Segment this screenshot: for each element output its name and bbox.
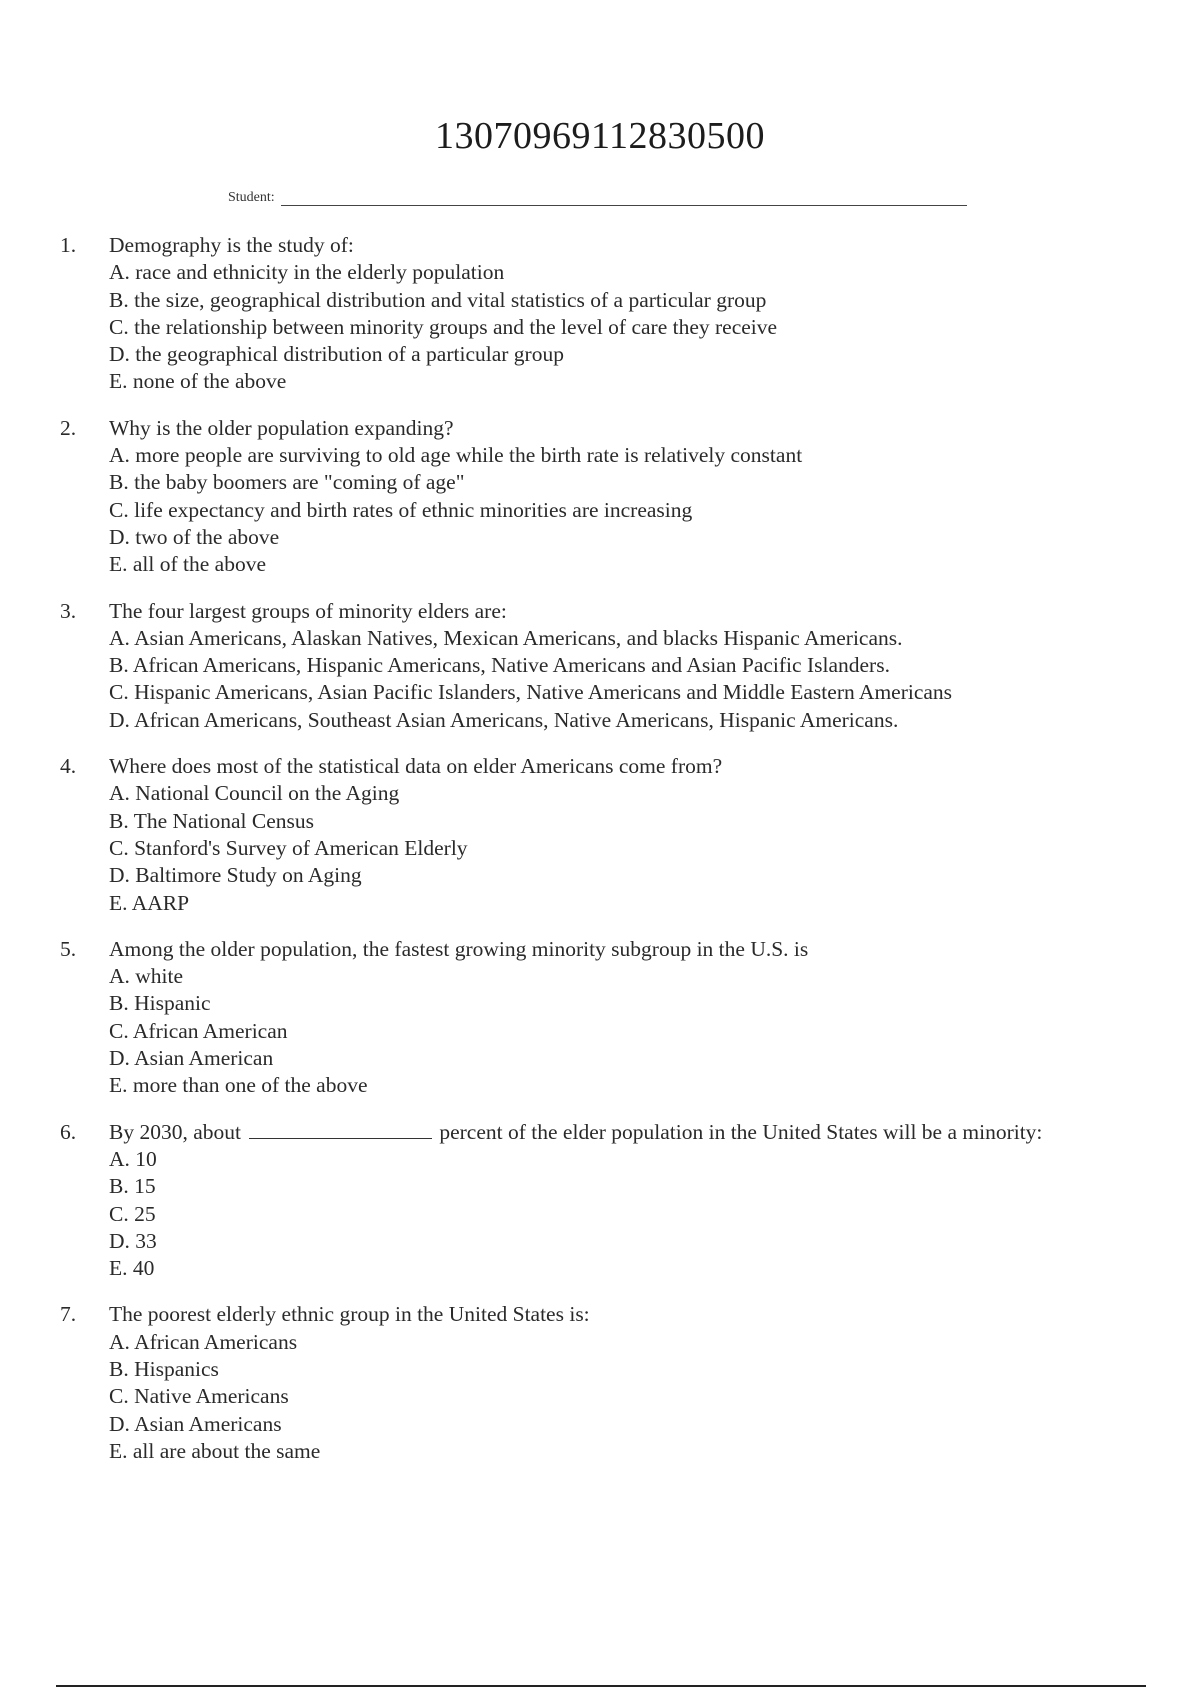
answer-options bbox=[109, 625, 1160, 734]
question-number: 2. bbox=[60, 415, 77, 440]
answer-options bbox=[109, 1146, 1160, 1282]
answer-option: A. 10 bbox=[109, 1146, 157, 1171]
answer-option: A. more people are surviving to old age while the birth rate is relatively constant bbox=[109, 443, 803, 468]
answer-option: A. African Americans bbox=[109, 1329, 298, 1354]
question-text: Among the older population, the fastest growing minority subgroup in the U.S. is bbox=[109, 936, 809, 961]
question-5 bbox=[60, 936, 1160, 1100]
question-number: 4. bbox=[60, 754, 77, 779]
answer-options bbox=[109, 963, 1160, 1099]
answer-option: D. the geographical distribution of a particular group bbox=[109, 342, 564, 367]
answer-option: C. Native Americans bbox=[109, 1384, 289, 1409]
answer-option: A. Asian Americans, Alaskan Natives, Mexican Americans, and blacks Hispanic Americans. bbox=[109, 625, 903, 650]
answer-option: D. two of the above bbox=[109, 524, 280, 549]
question-3 bbox=[60, 598, 1160, 734]
question-text: Where does most of the statistical data on elder Americans come from? bbox=[109, 754, 723, 779]
question-text: Why is the older population expanding? bbox=[109, 415, 454, 440]
answer-option: E. 40 bbox=[109, 1256, 155, 1281]
question-text bbox=[109, 1119, 1160, 1146]
answer-option: C. Stanford's Survey of American Elderly bbox=[109, 835, 468, 860]
answer-option: C. Hispanic Americans, Asian Pacific Islanders, Native Americans and Middle Eastern Americans bbox=[109, 680, 953, 705]
answer-option: D. Asian American bbox=[109, 1046, 274, 1071]
answer-options bbox=[109, 780, 1160, 916]
answer-option: C. African American bbox=[109, 1018, 288, 1043]
question-1 bbox=[60, 232, 1160, 396]
answer-option: E. none of the above bbox=[109, 369, 287, 394]
answer-option: B. 15 bbox=[109, 1174, 156, 1199]
answer-option: E. all of the above bbox=[109, 552, 267, 577]
answer-option: D. African Americans, Southeast Asian Americans, Native Americans, Hispanic Americans. bbox=[109, 707, 899, 732]
answer-options bbox=[109, 1329, 1160, 1465]
answer-options bbox=[109, 442, 1160, 578]
bottom-divider bbox=[56, 1685, 1146, 1687]
answer-option: A. National Council on the Aging bbox=[109, 781, 400, 806]
answer-option: B. Hispanic bbox=[109, 991, 211, 1016]
answer-option: A. white bbox=[109, 964, 184, 989]
student-name-line[interactable] bbox=[281, 189, 967, 206]
student-label: Student: bbox=[228, 190, 275, 205]
answer-option: B. the baby boomers are "coming of age" bbox=[109, 470, 465, 495]
page-title: 13070969112830500 bbox=[434, 115, 766, 157]
answer-option: B. The National Census bbox=[109, 808, 315, 833]
question-7 bbox=[60, 1301, 1160, 1465]
answer-option: E. all are about the same bbox=[109, 1438, 321, 1463]
answer-option: E. AARP bbox=[109, 890, 190, 915]
question-text-before: By 2030, about bbox=[109, 1119, 241, 1144]
question-number: 5. bbox=[60, 936, 77, 961]
question-number: 7. bbox=[60, 1302, 77, 1327]
question-number: 3. bbox=[60, 598, 77, 623]
answer-option: C. life expectancy and birth rates of ethnic minorities are increasing bbox=[109, 497, 693, 522]
question-4 bbox=[60, 753, 1160, 917]
answer-option: E. more than one of the above bbox=[109, 1073, 368, 1098]
question-list bbox=[60, 232, 1160, 1484]
question-text: The four largest groups of minority elders are: bbox=[109, 598, 507, 623]
answer-option: B. Hispanics bbox=[109, 1356, 219, 1381]
answer-option: C. the relationship between minority groups and the level of care they receive bbox=[109, 314, 778, 339]
question-text-after: percent of the elder population in the United States will be a minority: bbox=[439, 1119, 1043, 1144]
answer-option: D. Baltimore Study on Aging bbox=[109, 863, 362, 888]
answer-option: B. African Americans, Hispanic Americans, Native Americans and Asian Pacific Islanders. bbox=[109, 653, 890, 678]
answer-option: A. race and ethnicity in the elderly population bbox=[109, 260, 505, 285]
question-number: 1. bbox=[60, 233, 77, 257]
student-field bbox=[228, 189, 967, 206]
answer-options bbox=[109, 259, 1160, 395]
answer-option: C. 25 bbox=[109, 1201, 156, 1226]
question-number: 6. bbox=[60, 1119, 77, 1144]
answer-option: B. the size, geographical distribution and vital statistics of a particular group bbox=[109, 287, 767, 312]
question-text: The poorest elderly ethnic group in the United States is: bbox=[109, 1302, 590, 1327]
question-2 bbox=[60, 415, 1160, 579]
answer-option: D. 33 bbox=[109, 1228, 157, 1253]
fill-in-blank[interactable] bbox=[249, 1120, 432, 1139]
question-text: Demography is the study of: bbox=[109, 233, 354, 257]
answer-option: D. Asian Americans bbox=[109, 1411, 282, 1436]
question-6 bbox=[60, 1119, 1160, 1283]
